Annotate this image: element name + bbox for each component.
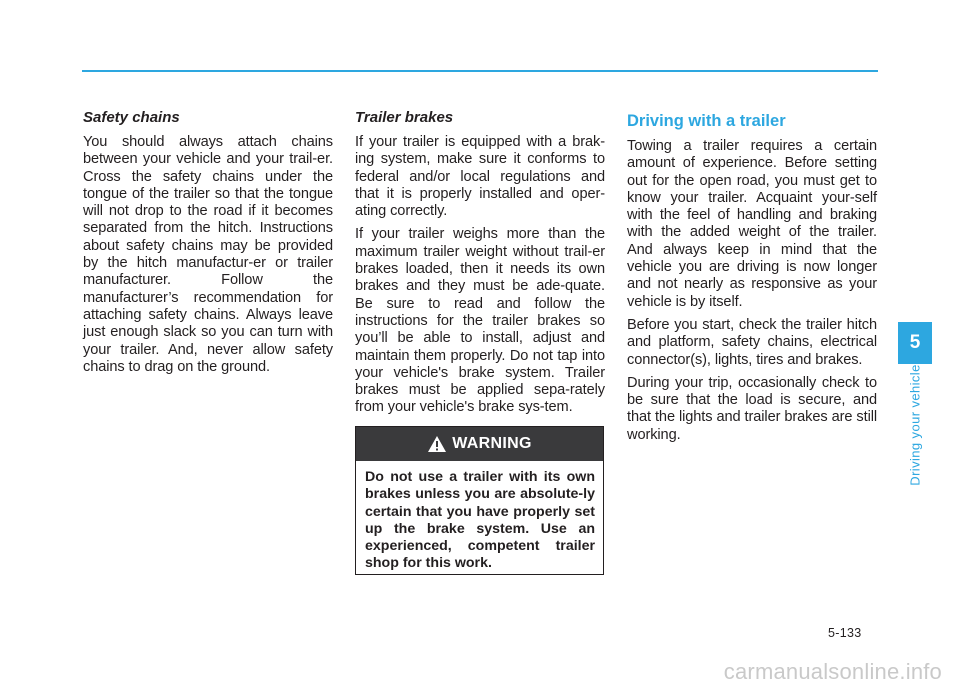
column-safety-chains: [83, 108, 333, 382]
page-number: 5-133: [828, 626, 862, 640]
paragraph: You should always attach chains between your vehicle and your trail-er. Cross the safety chains under the tongue of the trailer so that the tongue will not drop to the road if it becomes separated from the hitch. Instructions about safety chains may be provided by the hitch manufactur-er or trailer manufacturer. Follow the manufacturer’s recommendation for attaching safety chains. Always leave just enough slack so you can turn with your trailer. And, never allow safety chains to drag on the ground.: [83, 134, 333, 375]
chapter-label: Driving your vehicle: [907, 364, 923, 486]
paragraph: If your trailer weighs more than the maximum trailer weight without trail-er brakes loaded, then it needs its own brakes and they must be ade-quate. Be sure to read and follow the instructions for the trailer brakes so you’ll be able to install, adjust and maintain them properly. Do not tap into your vehicle's brake system. Trailer brakes must be applied sepa-rately from your vehicle's brake sys-tem.: [355, 226, 605, 416]
warning-header: [356, 427, 603, 461]
watermark-link[interactable]: carmanualsonline.info: [723, 659, 942, 684]
paragraph: Before you start, check the trailer hitch and platform, safety chains, electrical connector(s), lights, tires and brakes.: [627, 316, 877, 368]
heading-driving-with-trailer: Driving with a trailer: [627, 112, 786, 130]
warning-box: [355, 426, 604, 575]
heading-trailer-brakes: Trailer brakes: [355, 109, 454, 126]
paragraph: If your trailer is equipped with a brak-ing system, make sure it conforms to federal and/or local regulations and that it is properly installed and oper-ating correctly.: [355, 134, 605, 220]
warning-triangle-icon: [427, 435, 447, 453]
column-trailer-brakes: [355, 108, 605, 423]
paragraph: During your trip, occasionally check to be sure that the load is secure, and that the lights and trailer brakes are still working.: [627, 374, 877, 443]
paragraph: Towing a trailer requires a certain amount of experience. Before setting out for the open road, you must get to know your trailer. Acquaint your-self with the feel of handling and braking with the added weight of the trailer. And always keep in mind that the vehicle you are driving is now longer and not nearly as responsive as your vehicle is by itself.: [627, 138, 877, 310]
chapter-number-tab: 5: [898, 322, 932, 364]
header-rule: [82, 70, 878, 72]
heading-safety-chains: Safety chains: [83, 109, 180, 126]
column-driving-with-trailer: [627, 108, 877, 450]
warning-text: Do not use a trailer with its own brakes unless you are absolute-ly certain that you have properly set up the brake system. Use an experienced, competent trailer shop for this work.: [365, 469, 595, 572]
warning-title: WARNING: [452, 435, 532, 452]
